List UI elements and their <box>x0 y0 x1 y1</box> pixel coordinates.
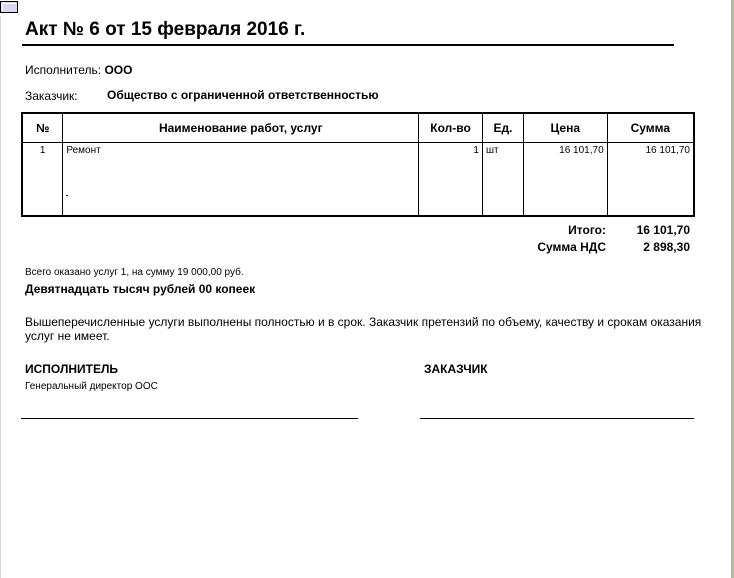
total-value: 16 101,70 <box>636 223 690 237</box>
window-left-edge <box>0 16 1 578</box>
col-header-qty: Кол-во <box>419 113 483 143</box>
cell-qty: 1 <box>419 143 483 217</box>
col-header-unit: Ед. <box>482 113 523 143</box>
customer-signature-line <box>420 418 694 419</box>
executor-signature-line <box>21 418 358 419</box>
executor-position: Генеральный директор ООС <box>25 381 158 392</box>
acceptance-statement: Вышеперечисленные услуги выполнены полностью и в срок. Заказчик претензий по объему, качеству и срокам оказания услуг не имеет. <box>25 315 702 343</box>
col-header-sum: Сумма <box>607 113 694 143</box>
total-label: Итого: <box>568 223 606 237</box>
redacted-mark <box>66 190 415 201</box>
services-table <box>21 112 695 217</box>
title-underline <box>22 44 674 46</box>
executor-value: ООО <box>104 63 133 77</box>
executor-row <box>25 63 132 77</box>
cell-sum: 16 101,70 <box>607 143 694 217</box>
document-title: Акт № 6 от 15 февраля 2016 г. <box>25 19 306 40</box>
customer-signature-heading: ЗАКАЗЧИК <box>424 362 488 376</box>
cell-number: 1 <box>22 143 63 217</box>
services-summary: Всего оказано услуг 1, на сумму 19 000,00 руб. <box>25 267 244 278</box>
cell-name-container <box>63 143 419 217</box>
table-header-row <box>22 113 694 143</box>
customer-value: Общество с ограниченной ответственностью <box>107 88 379 102</box>
vat-label: Сумма НДС <box>537 240 606 254</box>
cell-name: Ремонт <box>66 145 101 156</box>
vat-value: 2 898,30 <box>643 240 690 254</box>
table-row <box>22 143 694 217</box>
col-header-price: Цена <box>523 113 607 143</box>
window-control-icon[interactable] <box>0 1 18 13</box>
executor-label: Исполнитель: <box>25 63 102 77</box>
customer-label: Заказчик: <box>25 89 78 103</box>
col-header-number: № <box>22 113 63 143</box>
cell-unit: шт <box>482 143 523 217</box>
amount-in-words: Девятнадцать тысяч рублей 00 копеек <box>25 282 256 296</box>
executor-signature-heading: ИСПОЛНИТЕЛЬ <box>25 362 119 376</box>
cell-price: 16 101,70 <box>523 143 607 217</box>
col-header-name: Наименование работ, услуг <box>63 113 419 143</box>
